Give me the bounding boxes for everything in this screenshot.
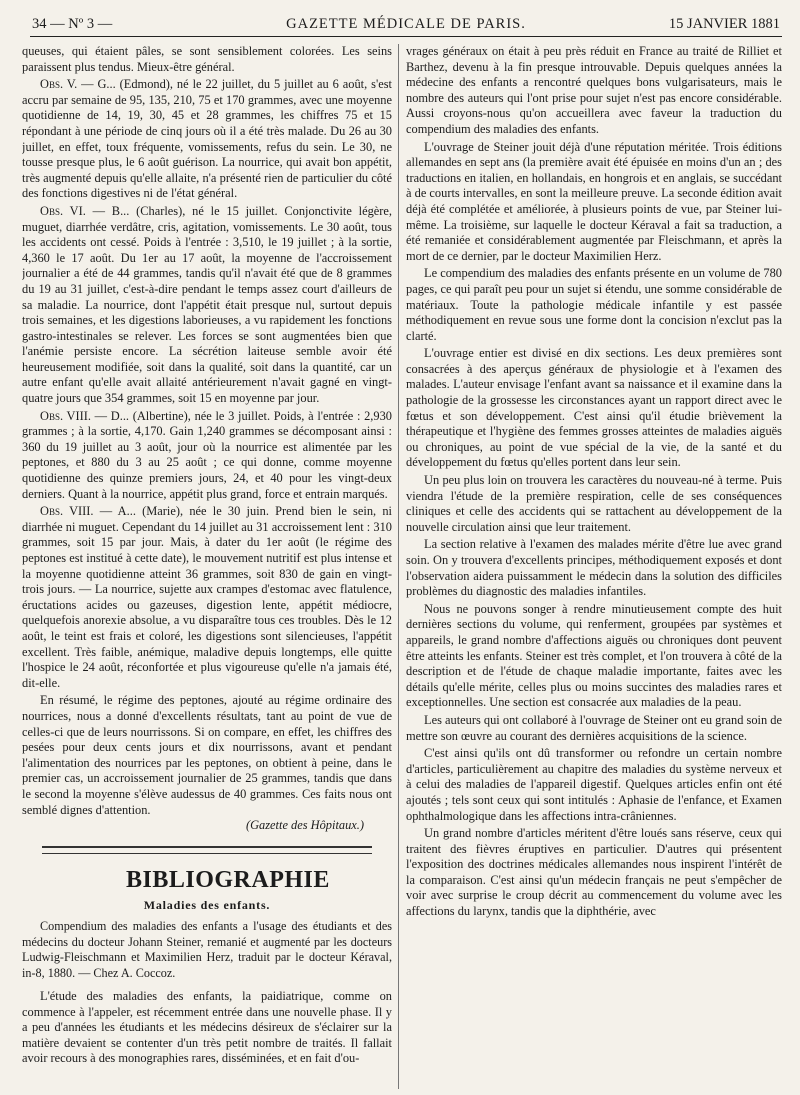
observation-5 [22, 77, 392, 202]
paragraph: Un grand nombre d'articles méritent d'être loués sans réserve, ceux qui traitent des fièvres éruptives en particulier. D'autres qui présentent l'exposition des doctrines médicales allemandes nous inspirent l'intérêt de la comparaison. C'est ainsi qu'un médecin français ne peut s'empêcher de voir avec surprise le croup décrit au commencement du volume avec les affections du larynx, tandis que la diphthérie, avec [406, 826, 782, 919]
observation-text: — D... (Albertine), née le 3 juillet. Poids, à l'entrée : 2,930 grammes ; à la sortie, 4,170. Gain 1,240 grammes se décomposant ainsi : 360 du 19 juillet au 3 août, jour où la nourrice est alimentée par les peptones, et 880 du 3 au 25 août ; ce qui donne, comme moyenne quotidienne des quinze premiers jours, 24, et 40 pour les vingt-deux derniers. Quant à la nourrice, appétit plus grand, force et entrain marqués. [22, 408, 392, 501]
observation-8a [22, 409, 392, 503]
observation-text: — G... (Edmond), né le 22 juillet, du 5 juillet au 6 août, s'est accru par semaine de 95, 135, 210, 75 et 170 grammes, avec une moyenne quotidienne de 14, 19, 30, 45 et 28 grammes, les chiffres 75 et 15 répondant à une période de cinq jours où il a été très malade. Du 26 au 30 juillet, en effet, toux fréquente, vomissements, refus du sein. Le 30, ne tousse presque plus, le 6 août guérison. La nourrice, qui avait bon appétit, très augmenté depuis qu'elle allaite, n'a présenté rien de particulier du côté des fonctions digestives ni de l'état général. [22, 77, 392, 201]
page-number: 34 — Nº 3 — [32, 16, 113, 32]
source-citation: (Gazette des Hôpitaux.) [245, 818, 364, 833]
paragraph: Nous ne pouvons songer à rendre minutieusement compte des huit dernières sections du volume, qui renferment, groupées par systèmes et appareils, le grand nombre d'affections aiguës ou chroniques dont peuvent être atteints les enfants. Steiner est très complet, et l'on trouvera à côté de la description et de l'étude de chaque maladie importante, faites avec les détails qu'elle mérite, celles plus ou moins succintes des maladies rares et exceptionnelles. Une section est consacrée aux maladies de la peau. [406, 601, 782, 710]
section-subtitle: Maladies des enfants. [143, 897, 271, 912]
journal-title: GAZETTE MÉDICALE DE PARIS. [286, 16, 526, 32]
section-title: BIBLIOGRAPHIE [126, 866, 330, 893]
section-separator [42, 846, 372, 854]
observation-text: — A... (Marie), née le 30 juin. Prend bien le sein, ni diarrhée ni muguet. Cependant du 14 juillet au 31 accroissement lent : 310 grammes, soit 15 par jour. Mais, à dater du 1er août (le régime des peptones est institué à cette date), le mouvement nutritif est plus intense et la moyenne quotidienne atteint 36 grammes, soit 830 de gain en vingt-trois jours. — La nourrice, sujette aux crampes d'estomac avec flatulence, éructations acides ou gazeuses, digestion lente, appétit médiocre, quelquefois anorexie absolue, a vu disparaître tous ces troubles. Dès le 12 août, le teint est frais et coloré, les digestions sont silencieuses, l'appétit excellent. Très faible, anémique, maladive depuis longtemps, elle quitte l'hospice le 24 août, réconfortée et plus vigoureuse qu'elle n'a jamais été, dit-elle. [22, 504, 392, 690]
paragraph: Le compendium des maladies des enfants présente en un volume de 780 pages, ce qui paraît peu pour un sujet si étendu, une somme considérable de matériaux. Toute la pathologie médicale infantile y est passée méthodiquement en revue sous une forme dont la concision n'exclut pas la clarté. [406, 266, 782, 343]
paragraph: L'ouvrage de Steiner jouit déjà d'une réputation méritée. Trois éditions allemandes en sept ans (la première avait été épuisée en moins d'un an ; des traductions en italien, en hollandais, en hongrois et en anglais, se succédant à de courts intervalles, en sont la meilleure preuve. La seconde édition avait déjà été complétée et améliorée, à plusieurs points de vue, par Steiner lui-même. La troisième, sur laquelle le docteur Kéraval a fait sa traduction, a été remaniée et considérablement augmentée par Fleischmann, et après la mort de ce dernier, par le docteur Maximilien Herz. [406, 139, 782, 263]
observation-6 [22, 204, 392, 407]
right-column [406, 44, 782, 1089]
observation-label: Obs. V. [40, 77, 78, 92]
paragraph: queuses, qui étaient pâles, se sont sensiblement colorées. Les seins paraissent plus tendus. Mieux-être général. [22, 44, 392, 74]
observation-label: Obs. VI. [40, 203, 86, 218]
left-column [22, 44, 392, 1089]
summary-paragraph: En résumé, le régime des peptones, ajouté au régime ordinaire des nourrices, nous a donné d'excellents résultats, tant au point de vue de celles-ci que de leurs nourrissons. Si on compare, en effet, les chiffres des pesées pour deux cents jours et dix nourrissons, avant et pendant l'alimentation des nourrices par les peptones, on obtient à peine, dans le premier cas, un accroissement journalier de 25 grammes, tandis que dans le second la moyenne s'élève audessus de 40 grammes. Ces faits nous ont semblé dignes d'attention. [22, 693, 392, 817]
paragraph: Un peu plus loin on trouvera les caractères du nouveau-né à terme. Puis viendra l'étude de la première respiration, celle de ses conséquences cliniques et celle des accidents qui se rattachent au développement de la nouvelle circulation ainsi que leur traitement. [406, 473, 782, 534]
paragraph: vrages généraux on était à peu près réduit en France au traité de Rilliet et Barthez, devenu à la fin presque introuvable. Depuis quelques années la médecine des enfants a rencontré quelques bons vulgarisateurs, mais le nombre des auteurs qui l'ont prise pour sujet n'est pas encore considérable. Aussi croyons-nous qu'on accueillera avec faveur la traduction du compendium des maladies des enfants. [406, 44, 782, 136]
observation-text: — B... (Charles), né le 15 juillet. Conjonctivite légère, muguet, diarrhée verdâtre, cris, agitation, vomissements. Le 30 août, tous les accidents ont cessé. Poids à l'entrée : 3,510, le 19 juillet ; à la sortie, 4,360 le 17 août. Du 1er au 17 août, la moyenne de l'accroissement journalier a été de 44 grammes, tandis qu'il n'avait été que de 8 grammes du 19 au 31 juillet, c'est-à-dire pendant le temps assez court d'ailleurs de sa maladie. La nourrice, dont l'appétit était presque nul, surtout depuis trois semaines, et les digestions laborieuses, a vu rapidement les fonctions gastro-intestinales se relever. Les forces se sont augmentées bien que l'anémie persiste encore. La sécrétion laiteuse semble avoir été heureusement modifiée, soit dans la qualité, soit dans la quantité, car un autre enfant qu'elle avait allaité antérieurement n'avait gagné en vingt-quatre jours que 354 grammes, soit 15 en moyenne par jour. [22, 203, 392, 406]
paragraph: L'ouvrage entier est divisé en dix sections. Les deux premières sont consacrées à des aperçus généraux de physiologie et à l'examen des malades. L'auteur envisage l'enfant avant sa naissance et il examine dans la pathologie de la grossesse les circonstances ayant un rapport direct avec le fœtus et son développement. C'est ainsi qu'il étudie brièvement la thérapeutique et l'hygiène des femmes grosses atteintes de maladies aiguës ou chroniques, au point de vue spécial de la vie, de la santé et du développement du fœtus qu'elles portent dans leur sein. [406, 346, 782, 470]
column-divider [398, 44, 399, 1089]
page-header [30, 14, 782, 37]
paragraph: La section relative à l'examen des malades mérite d'être lue avec grand soin. On y trouvera d'excellents principes, méthodiquement exposés et dont l'observation aidera puissamment le médecin dans la solution des difficiles problèmes du diagnostic des maladies infantiles. [406, 537, 782, 599]
observation-8b [22, 504, 392, 691]
paragraph: Les auteurs qui ont collaboré à l'ouvrage de Steiner ont eu grand soin de mettre son œuvre au courant des dernières acquisitions de la science. [406, 712, 782, 743]
observation-label: Obs. VIII. [40, 504, 94, 519]
bibliographic-reference: Compendium des maladies des enfants a l'usage des étudiants et des médecins du docteur Johann Steiner, remanié et augmenté par les docteurs Ludwig-Fleischmann et Maximilien Herz, traduit par le docteur Kéraval, in-8, 1880. — Chez A. Coccoz. [22, 919, 392, 980]
issue-date: 15 JANVIER 1881 [668, 16, 780, 32]
observation-label: Obs. VIII. [40, 408, 91, 423]
paragraph: C'est ainsi qu'ils ont dû transformer ou refondre un certain nombre d'articles, particulièrement au chapitre des maladies du système nerveux et à celui des maladies de l'appareil digestif. Quelques articles enfin ont été ajoutés ; tels sont ceux qui sont intitulés : Aphasie de l'enfance, et Examen ophthalmologique dans les affections intra-crâniennes. [406, 746, 782, 823]
review-intro: L'étude des maladies des enfants, la paidiatrique, comme on commence à l'appeler, est récemment entrée dans une nouvelle phase. Il y a peu d'années les étudiants et les médecins désireux de s'éclairer sur la matière devaient se contenter d'un très petit nombre de traités. Il fallait avoir recours à des monographies rares, disséminées, et en fait d'ou- [22, 988, 392, 1066]
